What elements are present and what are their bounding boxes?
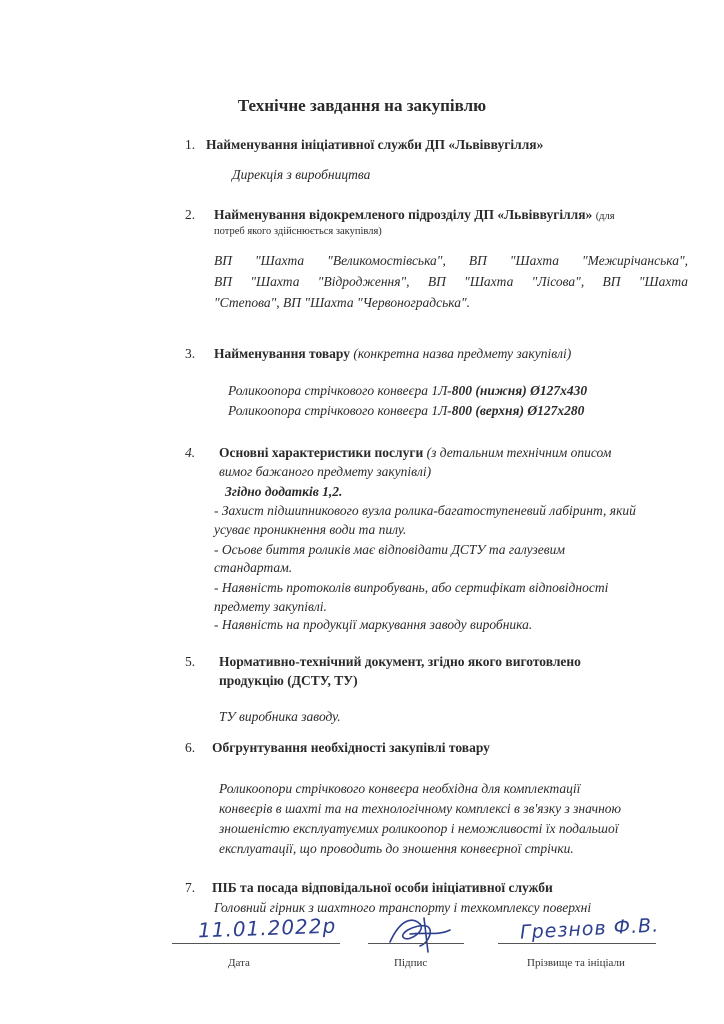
section-3-item-2-spec: -800 (верхня) Ø127х280 [447, 403, 585, 418]
section-6-line-2: конвеєрів в шахті та на технологічному комплексі в зв'язку з значною [219, 801, 622, 816]
section-3-heading [214, 346, 571, 362]
section-2-number: 2. [185, 207, 196, 222]
section-5-heading-line-1: Нормативно-технічний документ, згідно якого виготовлено [219, 654, 581, 669]
section-3-item-1-name: Роликоопора стрічкового конвеєра 1Л [228, 383, 448, 398]
section-2-heading-main: Найменування відокремленого підрозділу ДП «Львіввугілля» [214, 207, 593, 222]
section-2-line-2: ВП "Шахта "Відродження", ВП "Шахта "Лісова", ВП "Шахта [214, 274, 688, 289]
section-4-annex: Згідно додатків 1,2. [225, 484, 343, 499]
section-4-heading [219, 445, 611, 461]
section-2-heading-note-cont: потреб якого здійснюється закупівля) [214, 226, 382, 237]
caption-name: Прізвище та ініціали [527, 957, 625, 969]
section-3-number: 3. [185, 346, 196, 361]
section-4-heading-note-cont: вимог бажаного предмету закупівлі) [219, 464, 432, 479]
section-2-heading [214, 207, 615, 223]
section-2-heading-note: (для [595, 211, 615, 222]
section-1-value: Дирекція з виробництва [232, 167, 371, 182]
section-1-number: 1. [185, 137, 196, 152]
section-4-heading-main: Основні характеристики послуги [219, 445, 424, 460]
section-4-number: 4. [185, 445, 196, 460]
section-7-position: Головний гірник з шахтного транспорту і техкомплексу поверхні [214, 900, 592, 915]
section-3-item-1 [228, 380, 587, 401]
date-line [172, 943, 340, 944]
section-6-line-1: Роликоопори стрічкового конвеєра необхідна для комплектації [219, 781, 581, 796]
section-3-item-2 [228, 400, 584, 421]
section-4-line-1: - Захист підшипникового вузла ролика-багатоступеневий лабіринт, який [214, 503, 636, 518]
section-3-heading-main: Найменування товару [214, 346, 351, 361]
caption-date: Дата [228, 957, 250, 969]
section-4-heading-note: (з детальним технічним описом [426, 445, 612, 460]
section-4-line-5: - Наявність протоколів випробувань, або сертифікат відповідності [214, 580, 609, 595]
section-6-line-3: зношеністю експлуатуємих роликоопор і неможливості їх подальшої [219, 821, 619, 836]
section-6-line-4: експлуатації, що проводить до зношення конвеєрної стрічки. [219, 841, 574, 856]
section-7-number: 7. [185, 880, 196, 895]
section-4-line-3: - Осьове биття роликів має відповідати ДСТУ та галузевим [214, 542, 565, 557]
section-2-line-1: ВП "Шахта "Великомостівська", ВП "Шахта "Межирічанська", [214, 253, 688, 268]
section-5-value: ТУ виробника заводу. [219, 709, 341, 724]
handwritten-date: 11.01.2022р [197, 913, 337, 943]
section-2-line-3: "Степова", ВП "Шахта "Червоноградська". [214, 295, 471, 310]
name-line [498, 943, 656, 944]
handwritten-signature [380, 912, 460, 956]
section-3-item-1-spec: -800 (нижня) Ø127х430 [447, 383, 588, 398]
section-6-heading: Обгрунтування необхідності закупівлі товару [212, 740, 490, 755]
section-4-line-4: стандартам. [214, 560, 293, 575]
section-5-number: 5. [185, 654, 196, 669]
section-3-heading-note: (конкретна назва предмету закупівлі) [353, 346, 572, 361]
caption-signature: Підпис [394, 957, 428, 969]
section-7-heading: ПІБ та посада відповідальної особи ініціативної служби [212, 880, 553, 895]
handwritten-name: Грезнов Ф.В. [519, 914, 660, 944]
section-3-item-2-name: Роликоопора стрічкового конвеєра 1Л [228, 403, 448, 418]
section-4-line-7: - Наявність на продукції маркування заводу виробника. [214, 617, 533, 632]
section-4-line-2: усуває проникнення води та пилу. [214, 522, 407, 537]
section-1-heading: Найменування ініціативної служби ДП «Львіввугілля» [206, 137, 544, 152]
section-5-heading-line-2: продукцію (ДСТУ, ТУ) [219, 673, 358, 688]
section-4-line-6: предмету закупівлі. [214, 599, 327, 614]
section-6-number: 6. [185, 740, 196, 755]
document-title: Технічне завдання на закупівлю [237, 96, 487, 115]
signature-line [368, 943, 464, 944]
